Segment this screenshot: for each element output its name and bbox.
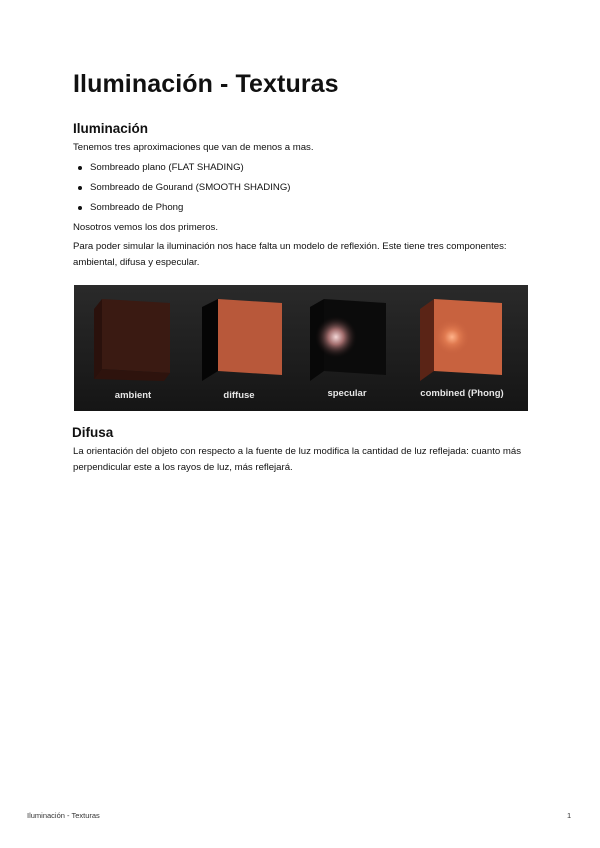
combined-cube <box>420 299 502 381</box>
list-item <box>73 158 290 178</box>
intro-text: Tenemos tres aproximaciones que van de menos a mas. <box>73 142 314 153</box>
diffuse-cube <box>202 299 282 381</box>
bullet-icon <box>78 166 82 170</box>
difusa-paragraph-line2: perpendicular este a los rayos de luz, más reflejará. <box>73 462 293 473</box>
bullet-icon <box>78 186 82 190</box>
list-item <box>73 198 290 218</box>
list-item <box>73 178 290 198</box>
page-number: 1 <box>567 811 572 820</box>
section-heading-difusa: Difusa <box>72 425 114 440</box>
reflection-paragraph-line2: ambiental, difusa y especular. <box>73 257 200 268</box>
footer-title: Iluminación - Texturas <box>27 811 100 820</box>
label-ambient: ambient <box>114 390 152 401</box>
shading-list <box>73 158 290 218</box>
note-text: Nosotros vemos los dos primeros. <box>73 222 219 233</box>
label-specular: specular <box>327 388 367 399</box>
ambient-cube <box>94 299 170 381</box>
specular-cube <box>310 299 386 381</box>
list-item-label: Sombreado plano (FLAT SHADING) <box>90 162 244 173</box>
label-diffuse: diffuse <box>223 390 255 401</box>
section-heading-iluminacion: Iluminación <box>73 121 149 136</box>
difusa-paragraph-line1: La orientación del objeto con respecto a la fuente de luz modifica la cantidad de luz reflejada: cuanto más <box>73 446 521 457</box>
list-item-label: Sombreado de Phong <box>90 202 184 213</box>
list-item-label: Sombreado de Gourand (SMOOTH SHADING) <box>90 182 291 193</box>
lighting-components-figure <box>74 285 528 411</box>
label-combined: combined (Phong) <box>420 388 504 399</box>
page-title: Iluminación - Texturas <box>73 70 339 98</box>
reflection-paragraph-line1: Para poder simular la iluminación nos hace falta un modelo de reflexión. Este tiene tres componentes: <box>73 241 507 252</box>
bullet-icon <box>78 206 82 210</box>
